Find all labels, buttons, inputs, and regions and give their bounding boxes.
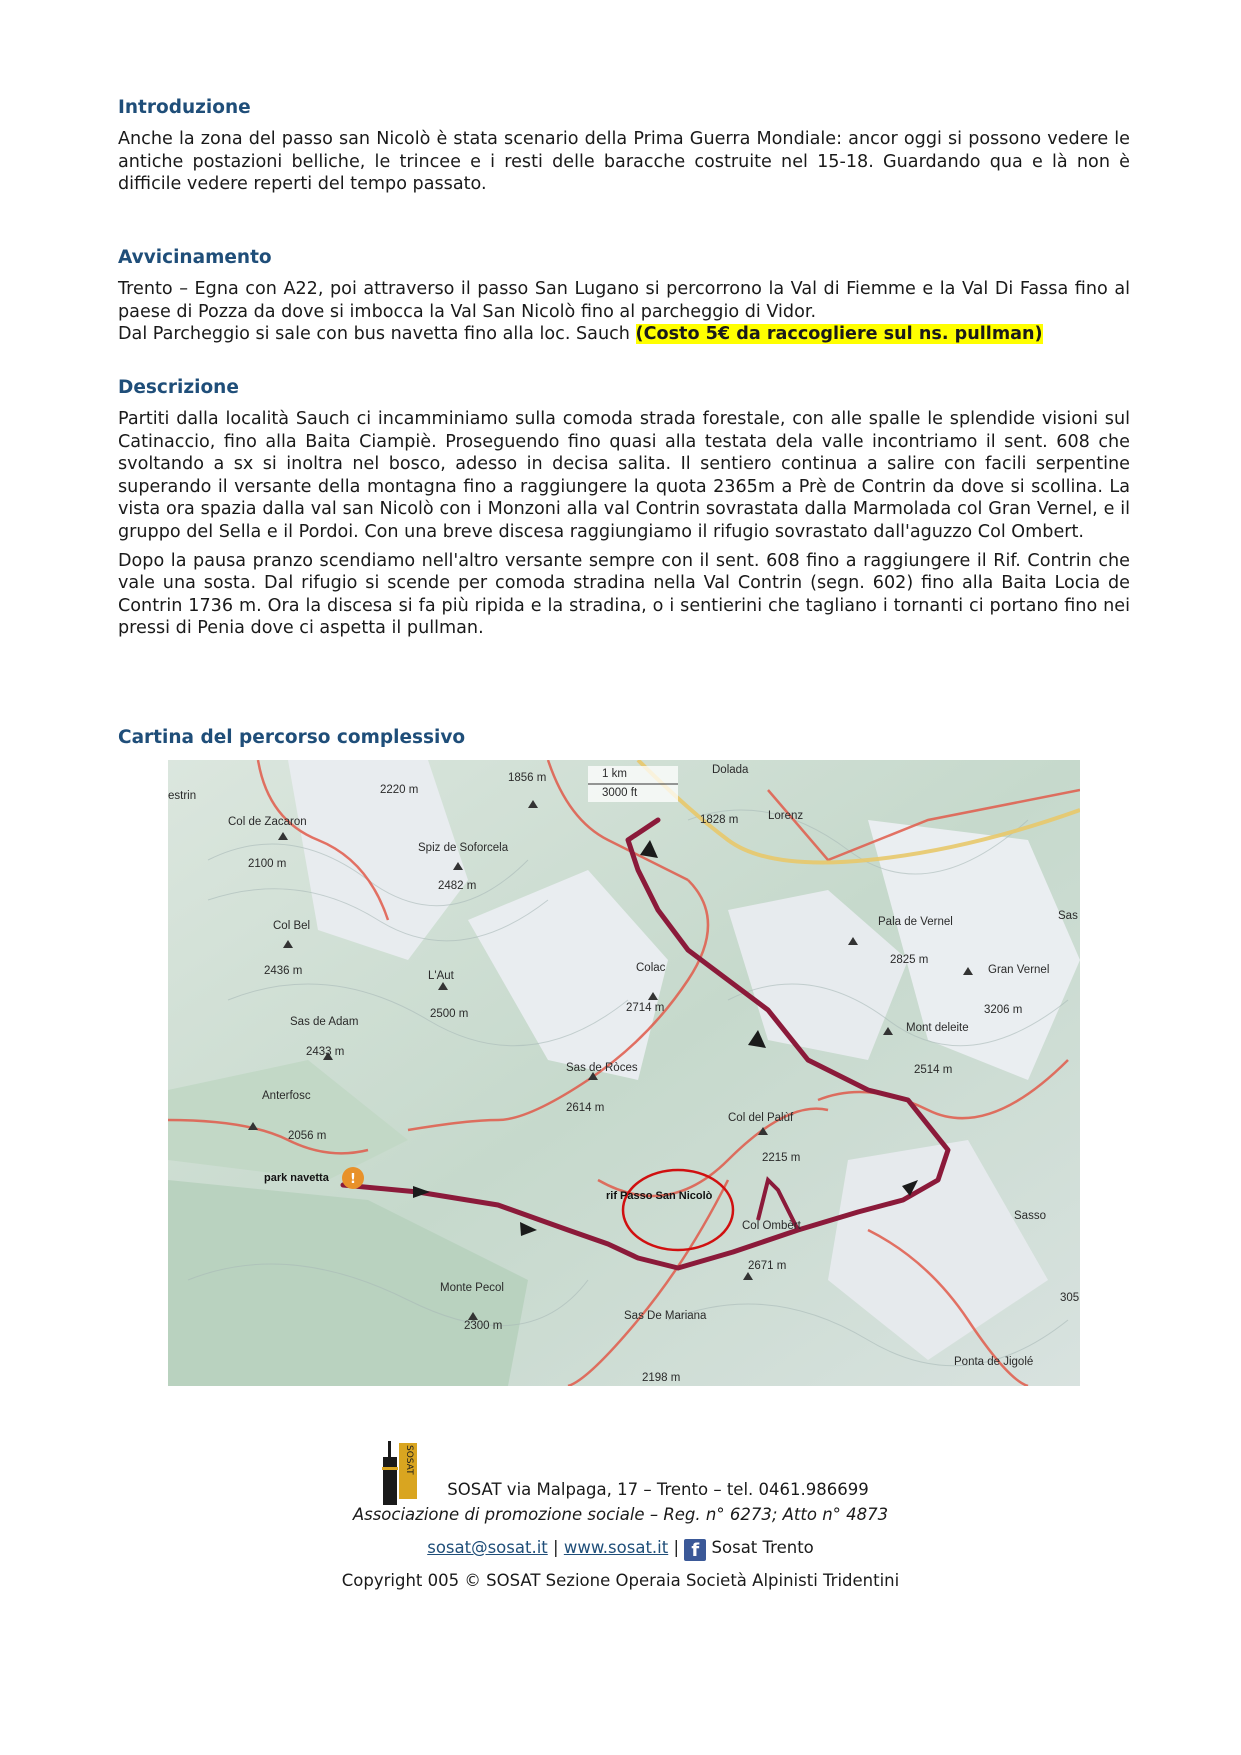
approach-text-2-plain: Dal Parcheggio si sale con bus navetta fino alla loc. Sauch [118, 324, 630, 345]
map-label: 2220 m [380, 784, 419, 796]
map-label: 3206 m [984, 1004, 1023, 1016]
description-para-2: Dopo la pausa pranzo scendiamo nell'altro versante sempre con il sent. 608 fino a raggiungere il Rif. Contrin che vale una sosta. Dal rifugio si scende per comoda stradina nella Val Contrin (segn. 602) fino alla Baita Locia de Contrin 1736 m. Ora la discesa si fa più ripida e la stradina, o i sentierini che tagliano i tornanti ci portano fino nei pressi di Penia dove ci aspetta il pullman. [118, 550, 1130, 639]
map-label: Spiz de Soforcela [418, 842, 509, 854]
email-link[interactable]: sosat@sosat.it [427, 1538, 548, 1557]
approach-text-1: Trento – Egna con A22, poi attraverso il passo San Lugano si percorrono la Val di Fiemme e la Val Di Fassa fino al paese di Pozza da dove si imbocca la Val San Nicolò fino al parcheggio di Vidor. [118, 279, 1130, 322]
map-label: 2825 m [890, 954, 929, 966]
footer-address-text: SOSAT via Malpaga, 17 – Trento – tel. 0461.986699 [447, 1480, 869, 1499]
map-label: 2433 m [306, 1046, 345, 1058]
link-separator: | [553, 1538, 559, 1557]
map-label: 2500 m [430, 1008, 469, 1020]
section-description [118, 376, 1130, 640]
map-label: 2514 m [914, 1064, 953, 1076]
logo-text: SOSAT [404, 1445, 414, 1475]
map-label: Lorenz [768, 810, 804, 822]
facebook-link-text[interactable]: Sosat Trento [711, 1538, 814, 1557]
map-label-park: park navetta [264, 1172, 329, 1184]
map-label: L'Aut [428, 970, 454, 982]
map-label: Col Ombèrt [742, 1220, 801, 1232]
heading-cartina: Cartina del percorso complessivo [118, 727, 466, 748]
footer-copyright: Copyright 005 © SOSAT Sezione Operaia Società Alpinisti Tridentini [341, 1571, 900, 1590]
map-label: 2198 m [642, 1372, 681, 1384]
map-label: Sasso [1014, 1210, 1046, 1222]
map-label: 2614 m [566, 1102, 605, 1114]
map-label: 2100 m [248, 858, 287, 870]
svg-text:!: ! [350, 1172, 356, 1187]
footer-association: Associazione di promozione sociale – Reg. n° 6273; Atto n° 4873 [352, 1505, 889, 1524]
map-label: Dolada [712, 764, 749, 776]
map-label: 2671 m [748, 1260, 787, 1272]
map-label: Gran Vernel [988, 964, 1050, 976]
website-link[interactable]: www.sosat.it [563, 1538, 669, 1557]
map-label: estrin [168, 790, 197, 802]
map-label: 2482 m [438, 880, 477, 892]
route-map [168, 760, 1080, 1386]
map-label: Sas de Ròces [566, 1062, 638, 1074]
footer-address [0, 1480, 1241, 1499]
section-map [118, 726, 1130, 758]
map-label: 3000 ft [602, 787, 638, 799]
approach-text-2 [118, 323, 1130, 346]
footer-links [0, 1538, 1241, 1561]
map-label: Sas [1058, 910, 1078, 922]
section-approach [118, 246, 1130, 346]
heading-avvicinamento: Avvicinamento [118, 247, 272, 268]
map-label: Sas de Adam [290, 1016, 359, 1028]
map-label: Col de Zacaron [228, 816, 307, 828]
map-labels [168, 760, 1080, 1386]
map-label: Col Bel [273, 920, 311, 932]
map-label: 2714 m [626, 1002, 665, 1014]
heading-introduzione: Introduzione [118, 97, 251, 118]
cost-highlight: (Costo 5€ da raccogliere sul ns. pullman) [635, 324, 1043, 345]
link-separator: | [673, 1538, 680, 1557]
map-label: Col del Palùf [728, 1112, 794, 1124]
map-label: 305 [1060, 1292, 1080, 1304]
heading-descrizione: Descrizione [118, 377, 239, 398]
map-label: 1828 m [700, 814, 739, 826]
description-para-1: Partiti dalla località Sauch ci incamminiamo sulla comoda strada forestale, con alle spalle le splendide visioni sul Catinaccio, fino alla Baita Ciampiè. Proseguendo fino quasi alla testata dela valle incontriamo il sent. 608 che svoltando a sx si inoltra nel bosco, adesso in decisa salita. Il sentiero continua a salire con facili serpentine superando il versante della montagna fino a raggiungere la quota 2365m a Prè de Contrin da dove si scollina. La vista ora spazia dalla val san Nicolò con i Monzoni alla val Contrin sovrastata dalla Marmolada col Gran Vernel, e il gruppo del Sella e il Pordoi. Con una breve discesa raggiungiamo il rifugio sovrastato dall'aguzzo Col Ombert. [118, 409, 1130, 542]
map-label: 2056 m [288, 1130, 327, 1142]
map-label: Sas De Mariana [624, 1310, 707, 1322]
map-label: Pala de Vernel [878, 916, 953, 928]
map-label: Mont deleite [906, 1022, 969, 1034]
map-label: 2300 m [464, 1320, 503, 1332]
map-label: Ponta de Jigolé [954, 1356, 1034, 1368]
map-label: 1856 m [508, 772, 547, 784]
map-label: 1 km [602, 768, 627, 780]
intro-text: Anche la zona del passo san Nicolò è stata scenario della Prima Guerra Mondiale: ancor oggi si possono vedere le antiche postazioni belliche, le trincee e i resti delle baracche costruite nel 15-18. Guardando qua e là non è difficile vedere reperti del tempo passato. [118, 129, 1130, 195]
map-label: 2215 m [762, 1152, 801, 1164]
section-intro [118, 96, 1130, 196]
map-label: 2436 m [264, 965, 303, 977]
facebook-icon[interactable]: f [684, 1539, 706, 1561]
map-label: Colac [636, 962, 666, 974]
map-label: Anterfosc [262, 1090, 311, 1102]
map-label-refuge: rif Passo San Nicolò [606, 1190, 713, 1202]
map-label: Monte Pecol [440, 1282, 504, 1294]
